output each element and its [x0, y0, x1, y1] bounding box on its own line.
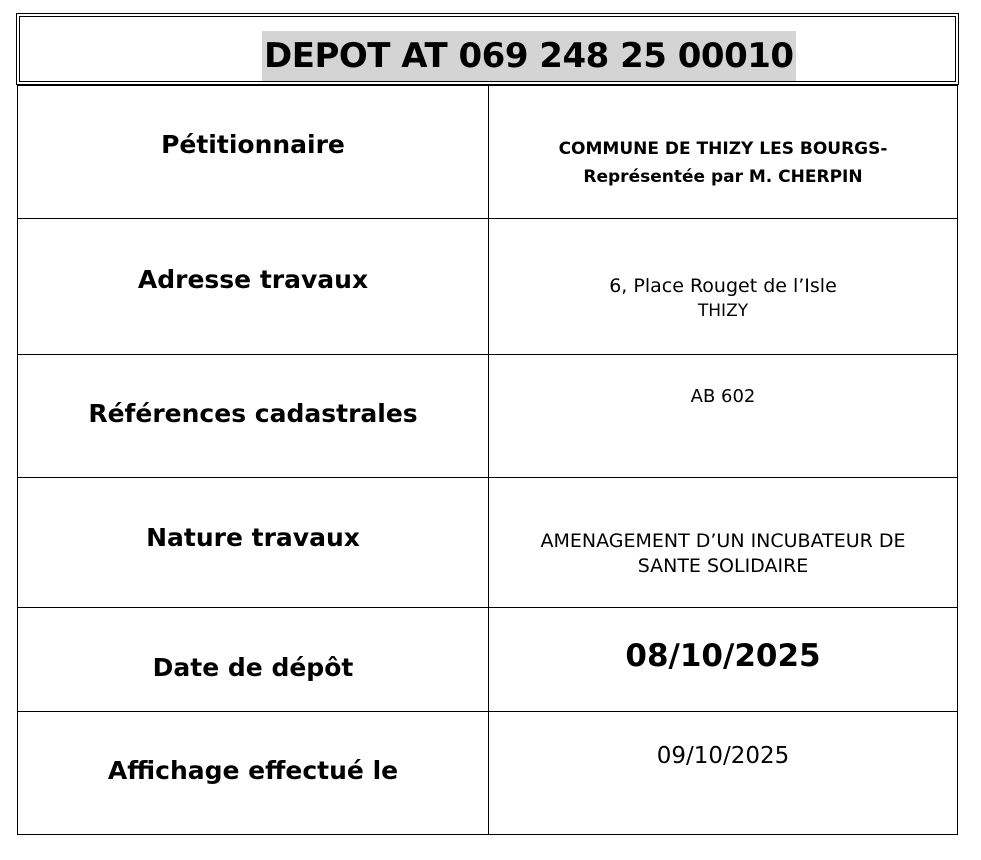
value-petitionnaire-line-1: COMMUNE DE THIZY LES BOURGS-	[558, 139, 888, 159]
label-petitionnaire: Pétitionnaire	[161, 130, 345, 159]
value-adresse-travaux	[489, 274, 957, 324]
value-cadastre-line-1: AB 602	[690, 386, 756, 407]
row-divider	[18, 218, 957, 219]
document-title: DEPOT AT 069 248 25 00010	[262, 31, 796, 81]
label-references-cadastrales: Références cadastrales	[88, 399, 418, 428]
column-divider	[488, 86, 489, 834]
value-affichage	[489, 743, 957, 769]
value-adresse-line-2: THIZY	[697, 301, 749, 321]
info-table	[17, 85, 958, 835]
label-adresse-travaux: Adresse travaux	[137, 265, 369, 294]
value-petitionnaire	[489, 135, 957, 191]
value-nature-line-1: AMENAGEMENT D’UN INCUBATEUR DE	[540, 530, 906, 552]
value-date-depot-line-1: 08/10/2025	[625, 638, 821, 674]
value-nature-line-2: SANTE SOLIDAIRE	[637, 555, 809, 577]
row-divider	[18, 711, 957, 712]
label-affichage: Affichage effectué le	[107, 756, 399, 785]
value-nature-travaux	[489, 529, 957, 579]
row-divider	[18, 354, 957, 355]
value-references-cadastrales	[489, 385, 957, 409]
label-nature-travaux: Nature travaux	[146, 523, 360, 552]
row-divider	[18, 477, 957, 478]
value-petitionnaire-line-2: Représentée par M. CHERPIN	[583, 167, 863, 187]
label-date-depot: Date de dépôt	[152, 653, 354, 682]
value-date-depot	[489, 638, 957, 674]
title-box	[16, 13, 959, 85]
row-divider	[18, 607, 957, 608]
value-adresse-line-1: 6, Place Rouget de l’Isle	[609, 275, 837, 297]
value-affichage-line-1: 09/10/2025	[656, 743, 790, 769]
